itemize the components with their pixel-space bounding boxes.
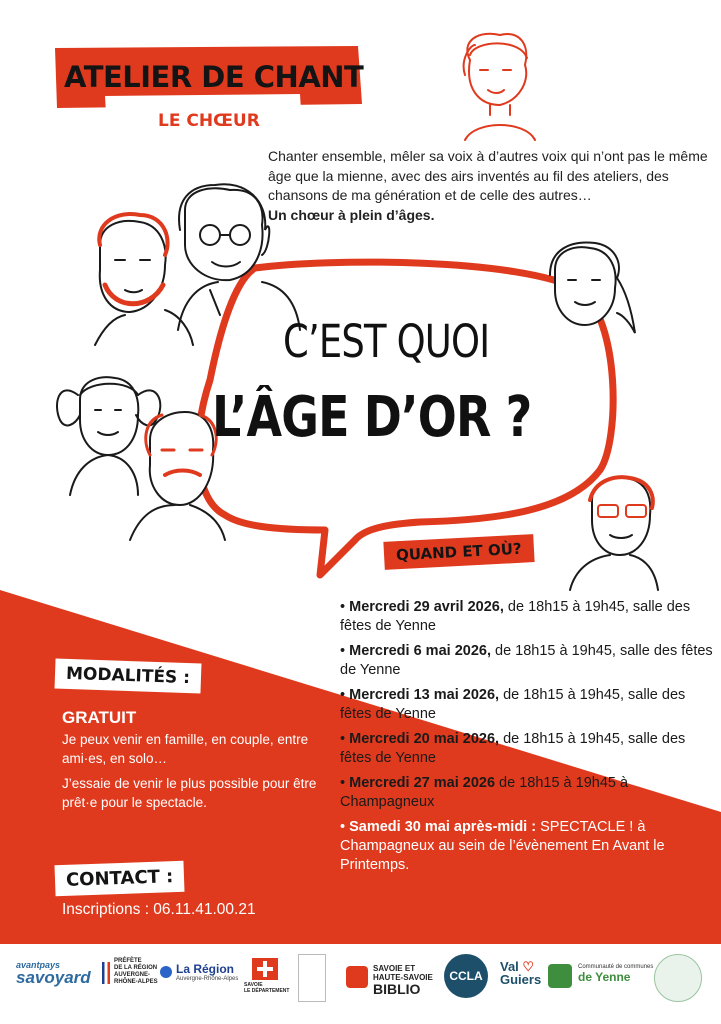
- schedule-date: Mercredi 29 avril 2026,: [349, 599, 504, 615]
- logo-region: [176, 962, 238, 982]
- region-icon: [160, 966, 172, 978]
- intro-text: Chanter ensemble, mêler sa voix à d’autres voix qui n’ont pas le même âge que la mienne, avec des airs inventés au fil des ateliers, des chansons de ma génération et de celle des autres…: [268, 148, 708, 203]
- logo-text: AUVERGNE-: [114, 972, 151, 978]
- schedule-details: de 18h15 à 19h45, salle des fêtes de Yenne: [340, 687, 686, 722]
- modalites-text: [62, 730, 327, 818]
- logo-text: Guiers: [500, 972, 542, 987]
- modalites-price: GRATUIT: [62, 708, 137, 727]
- intro-paragraph: [268, 147, 708, 225]
- page-title: ATELIER DE CHANT: [64, 60, 364, 94]
- modalites-line: J’essaie de venir le plus possible pour être prêt·e pour le spectacle.: [62, 776, 317, 810]
- face-woman-top-right: [464, 34, 535, 140]
- logo-text: DE LA RÉGION: [114, 965, 158, 971]
- schedule-details: de 18h15 à 19h45 à Champagneux: [340, 775, 629, 810]
- logo-text: BIBLIO: [373, 981, 421, 997]
- logo-text: Auvergne-Rhône-Alpes: [176, 976, 239, 982]
- bubble-question-line1: C’EST QUOI: [283, 315, 490, 368]
- logo-collective-illustration: [654, 954, 702, 1002]
- bullet: •: [340, 643, 346, 659]
- schedule-details: de 18h15 à 19h45, salle des fêtes de Yenne: [340, 731, 686, 766]
- logo-biblio: [373, 964, 433, 996]
- savoie-cross-icon: [252, 958, 278, 980]
- contact-phone: Inscriptions : 06.11.41.00.21: [62, 901, 256, 918]
- logo-avantpays-savoyard: [16, 960, 91, 988]
- schedule-list: [340, 598, 715, 881]
- logo-text: LE DÉPARTEMENT: [244, 988, 290, 994]
- logo-text: Val: [500, 959, 519, 974]
- logo-text: savoyard: [16, 968, 91, 987]
- logo-text: RHÔNE-ALPES: [114, 979, 158, 985]
- yenne-leaf-icon: [548, 964, 572, 988]
- logo-text: Communauté de communes: [578, 964, 654, 970]
- bullet: •: [340, 731, 346, 747]
- schedule-date: Mercredi 13 mai 2026,: [349, 687, 500, 703]
- schedule-date: Mercredi 27 mai 2026: [349, 775, 496, 791]
- schedule-item: [340, 598, 715, 636]
- face-old-man: [130, 412, 225, 540]
- page-subtitle: LE CHŒUR: [158, 111, 260, 131]
- schedule-date: Mercredi 20 mai 2026,: [349, 731, 500, 747]
- schedule-item: [340, 730, 715, 768]
- logo-text: SAVOIE ET: [373, 964, 416, 973]
- face-man-glasses: [570, 477, 658, 590]
- schedule-item-show: [340, 818, 715, 875]
- logo-prefecture: [114, 958, 158, 986]
- schedule-item: [340, 686, 715, 724]
- logo-text: PRÉFÈTE: [114, 958, 142, 964]
- french-flag-icon: [102, 962, 110, 984]
- logo-savoie: [244, 982, 289, 994]
- logo-val-guiers: [500, 960, 541, 986]
- contact-label: CONTACT :: [56, 862, 184, 895]
- bullet: •: [340, 775, 346, 791]
- bullet: •: [340, 819, 346, 835]
- bullet: •: [340, 687, 346, 703]
- schedule-date: Mercredi 6 mai 2026,: [349, 643, 491, 659]
- heart-icon: ♡: [522, 959, 535, 974]
- modalites-line: Je peux venir en famille, en couple, entre ami·es, en solo…: [62, 732, 309, 766]
- schedule-date: Samedi 30 mai après-midi :: [349, 819, 537, 835]
- logo-text: SAVOIE: [244, 982, 263, 988]
- intro-tagline: Un chœur à plein d’âges.: [268, 206, 435, 223]
- logo-text: avantpays: [16, 960, 61, 970]
- schedule-item: [340, 774, 715, 812]
- logo-text: La Région: [176, 962, 235, 976]
- logo-text: HAUTE-SAVOIE: [373, 973, 433, 982]
- logo-ccla: CCLA: [444, 954, 488, 998]
- biblio-icon: [346, 966, 368, 988]
- logo-text: de Yenne: [578, 970, 631, 984]
- modalites-label: MODALITÉS :: [56, 659, 201, 692]
- logo-yenne: [578, 964, 653, 984]
- partner-logos-bar: [0, 944, 721, 1024]
- schedule-details: SPECTACLE ! à Champagneux au sein de l’évènement En Avant le Printemps.: [340, 819, 665, 873]
- logo-education: [298, 954, 326, 1002]
- schedule-label: QUAND ET OÙ?: [383, 534, 534, 570]
- bullet: •: [340, 599, 346, 615]
- schedule-details: de 18h15 à 19h45, salle des fêtes de Yenne: [340, 643, 713, 678]
- schedule-item: [340, 642, 715, 680]
- bubble-question-line2: L’ÂGE D’OR ?: [212, 385, 532, 450]
- schedule-details: de 18h15 à 19h45, salle des fêtes de Yenne: [340, 599, 691, 634]
